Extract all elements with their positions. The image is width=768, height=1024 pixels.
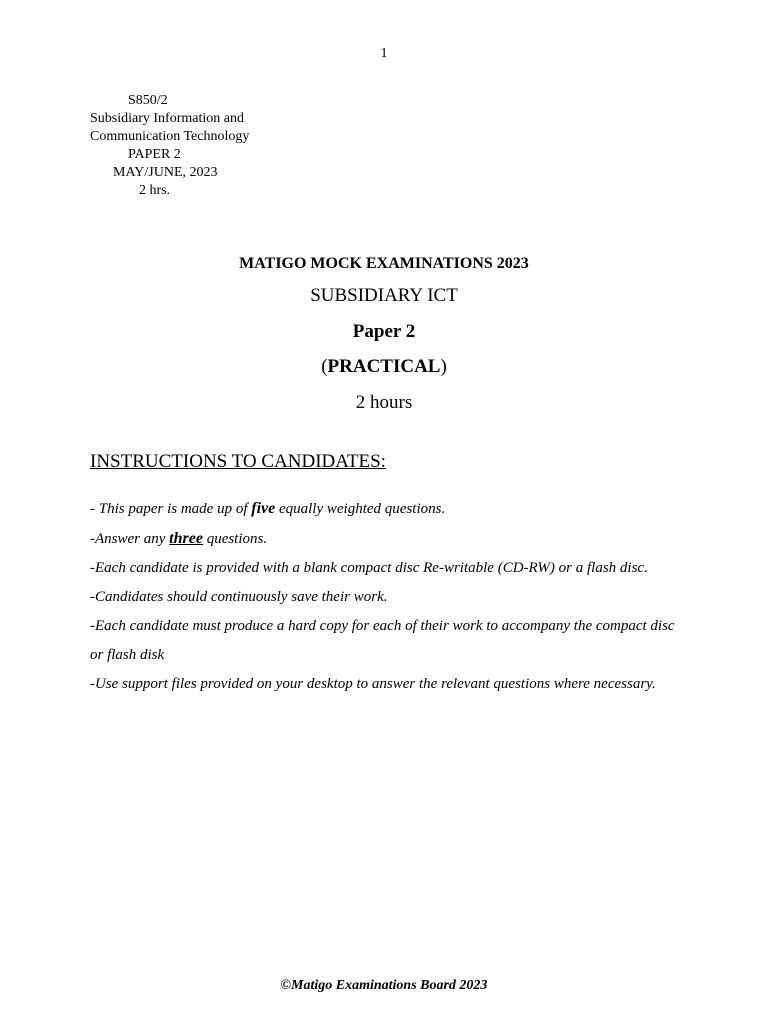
exam-title: MATIGO MOCK EXAMINATIONS 2023 [239,255,529,272]
instruction-item-3: -Each candidate is provided with a blank compact disc Re-writable (CD-RW) or a flash disc. [90,560,648,576]
instruction-item-4: -Candidates should continuously save their work. [90,589,388,605]
subject-line-2: Communication Technology [90,129,250,144]
instruction-1-emphasis: five [251,500,276,517]
paper-header-block [90,92,249,200]
paper-number: PAPER 2 [128,147,181,162]
practical-label [0,356,768,378]
instruction-2-suffix: questions. [202,531,268,547]
instructions-list [90,494,680,699]
instructions-heading: INSTRUCTIONS TO CANDIDATES: [90,451,386,472]
subject-title: SUBSIDIARY ICT [310,285,458,306]
instruction-1-suffix: equally weighted questions. [275,501,446,517]
page-number: 1 [380,46,388,61]
paper-title: Paper 2 [352,321,416,342]
instruction-1-prefix: - This paper is made up of [90,501,252,517]
subject-line-1: Subsidiary Information and [90,111,244,126]
instruction-2-prefix: -Answer any [90,531,170,547]
instruction-item-2 [90,524,680,554]
duration: 2 hours [355,392,413,413]
instruction-item-1 [90,494,680,524]
instruction-item-5: -Each candidate must produce a hard copy for each of their work to accompany the compact disc or flash disk [90,618,675,663]
copyright-footer: ©Matigo Examinations Board 2023 [280,978,488,993]
instruction-item-6: -Use support files provided on your desktop to answer the relevant questions where necessary. [90,676,656,692]
practical-text: PRACTICAL [327,356,441,377]
practical-close-paren: ) [440,356,447,377]
exam-date: MAY/JUNE, 2023 [113,165,218,180]
instruction-2-emphasis: three [169,530,203,547]
paper-code: S850/2 [128,93,168,108]
practical-open-paren: ( [321,356,328,377]
exam-time: 2 hrs. [139,183,171,198]
